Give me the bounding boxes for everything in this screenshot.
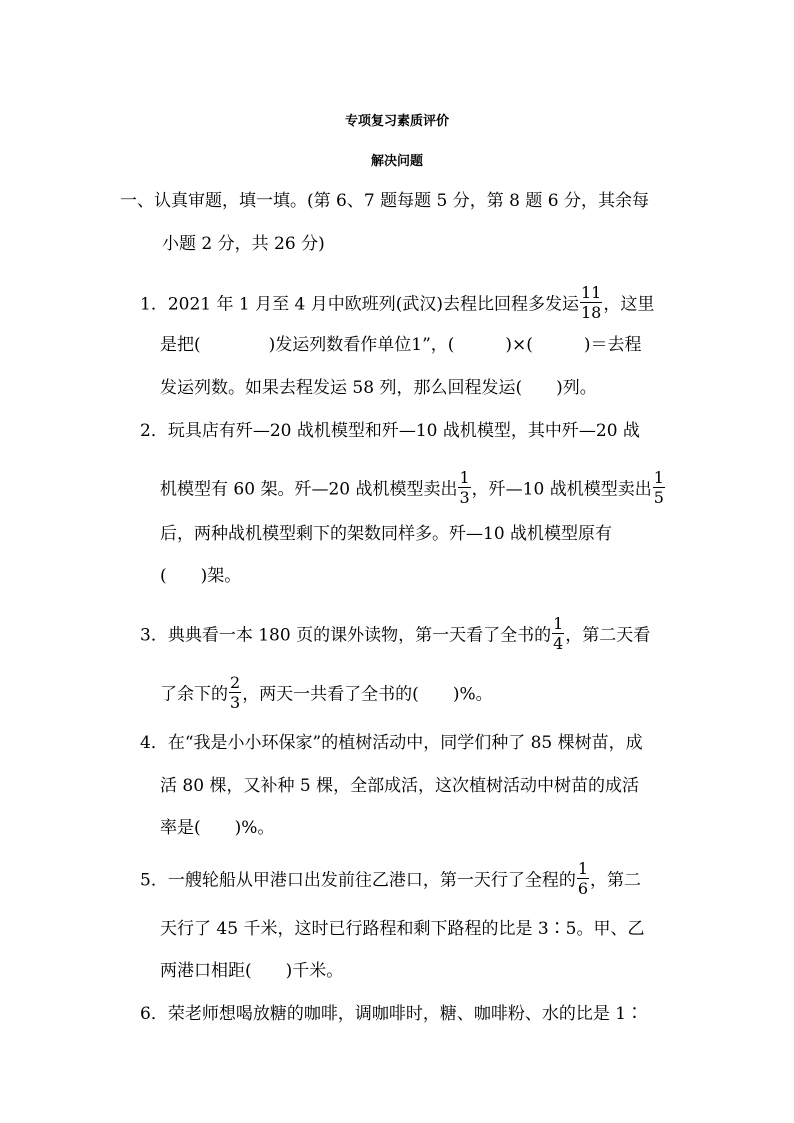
question-2-line-4: ( )架。 — [160, 566, 242, 586]
fraction-numerator: 11 — [581, 283, 602, 302]
question-1-fraction — [580, 285, 602, 321]
question-5-text-b: ，第二 — [590, 870, 642, 891]
section-heading-line-1: 一、认真审题，填一填。(第 6、7 题每题 5 分，第 8 题 6 分，其余每 — [120, 191, 649, 211]
question-2-fraction-1 — [458, 470, 470, 506]
question-3-text-d: ，两天一共看了全书的( )%。 — [242, 684, 493, 705]
question-3-line-2 — [160, 673, 493, 713]
question-3-fraction-1 — [552, 616, 564, 652]
fraction-denominator: 4 — [553, 634, 564, 653]
question-5-line-3: 两港口相距( )千米。 — [160, 961, 344, 981]
question-4-line-1: 4．在“我是小小环保家”的植树活动中，同学们种了 85 棵树苗，成 — [140, 733, 643, 753]
question-1-line-3: 发运列数。如果去程发运 58 列，那么回程发运( )列。 — [160, 378, 597, 398]
fraction-numerator: 1 — [553, 614, 564, 633]
page-title: 专项复习素质评价 — [344, 114, 449, 129]
question-3-fraction-2 — [229, 675, 241, 711]
question-4-line-3: 率是( )%。 — [160, 818, 275, 838]
fraction-numerator: 2 — [230, 673, 241, 692]
question-2-line-1: 2．玩具店有歼—20 战机模型和歼—10 战机模型，其中歼—20 战 — [140, 421, 640, 441]
fraction-numerator: 1 — [459, 468, 470, 487]
question-5-line-1 — [140, 859, 642, 899]
question-4-line-2: 活 80 棵，又补种 5 棵，全部成活，这次植树活动中树苗的成活 — [160, 776, 640, 796]
fraction-denominator: 3 — [459, 488, 470, 507]
question-6-line-1: 6．荣老师想喝放糖的咖啡，调咖啡时，糖、咖啡粉、水的比是 1∶ — [140, 1004, 644, 1024]
page-subtitle: 解决问题 — [370, 154, 423, 169]
question-5-fraction — [577, 861, 589, 897]
question-2-line-2 — [160, 468, 666, 508]
fraction-denominator: 3 — [230, 693, 241, 712]
fraction-denominator: 5 — [653, 488, 664, 507]
question-2-line-3: 后，两种战机模型剩下的架数同样多。歼—10 战机模型原有 — [160, 524, 613, 544]
question-2-fraction-2 — [653, 470, 665, 506]
section-heading-line-2: 小题 2 分，共 26 分) — [162, 234, 325, 254]
question-5-text-a: 5．一艘轮船从甲港口出发前往乙港口，第一天行了全程的 — [140, 870, 576, 891]
question-1-text-b: ，这里 — [603, 294, 655, 315]
question-1-line-1 — [140, 283, 655, 323]
question-2-text-a: 机模型有 60 架。歼—20 战机模型卖出 — [160, 479, 458, 500]
question-1-line-2: 是把( )发运列数看作单位1”，( )×( )＝去程 — [160, 335, 642, 355]
question-3-text-c: 了余下的 — [160, 684, 228, 705]
fraction-denominator: 6 — [577, 879, 589, 898]
question-3-line-1 — [140, 614, 651, 654]
question-3-text-b: ，第二天看 — [565, 625, 651, 646]
fraction-denominator: 18 — [581, 303, 602, 322]
question-5-line-2: 天行了 45 千米，这时已行路程和剩下路程的比是 3∶5。甲、乙 — [160, 919, 645, 939]
question-3-text-a: 3．典典看一本 180 页的课外读物，第一天看了全书的 — [140, 625, 552, 646]
question-1-text-a: 1．2021 年 1 月至 4 月中欧班列(武汉)去程比回程多发运 — [140, 294, 579, 315]
fraction-numerator: 1 — [653, 468, 664, 487]
fraction-numerator: 1 — [577, 859, 589, 878]
question-2-text-b: ，歼—10 战机模型卖出 — [471, 479, 652, 500]
